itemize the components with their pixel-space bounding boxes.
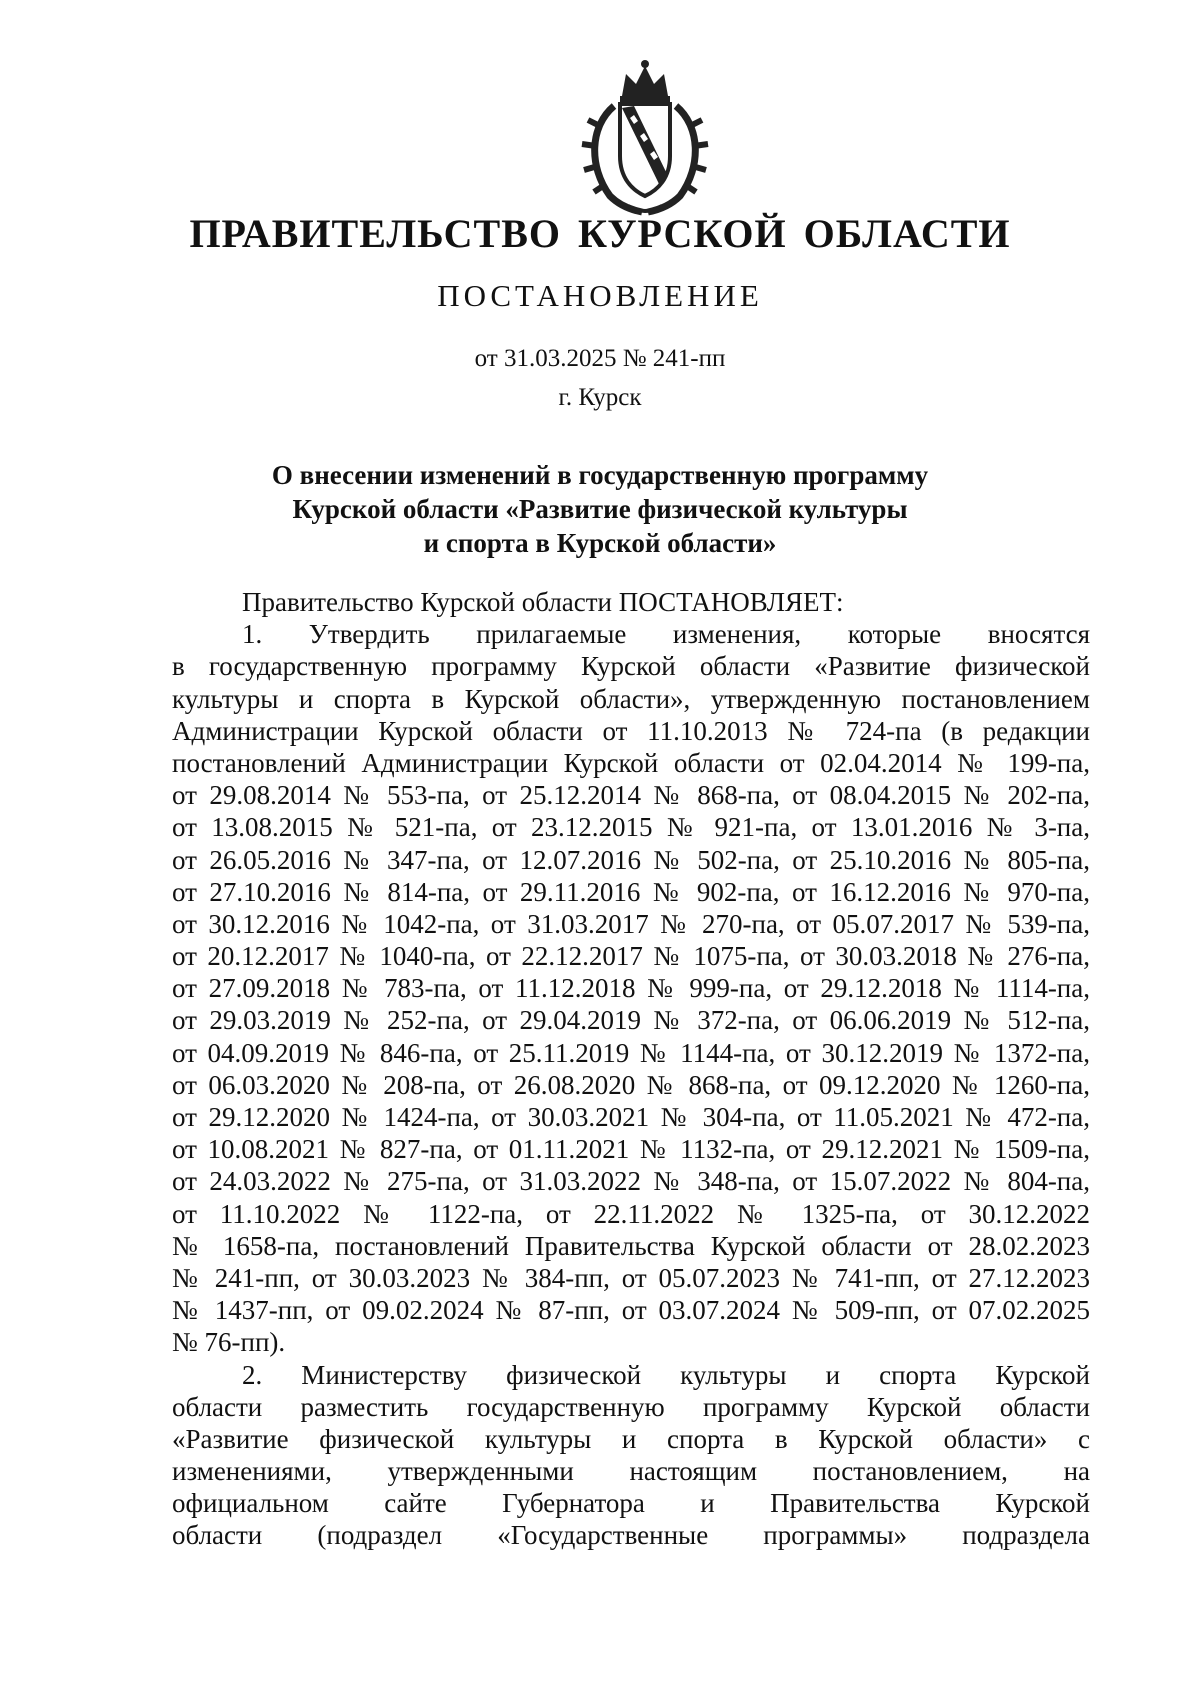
kursk-coat-of-arms-icon [570, 56, 720, 216]
body-line: в государственную программу Курской области «Развитие физической [172, 651, 1090, 682]
body-line: от 27.09.2018 № 783-па, от 11.12.2018 № 999-па, от 29.12.2018 № 1114-па, [172, 973, 1090, 1004]
body-line: от 24.03.2022 № 275-па, от 31.03.2022 № 348-па, от 15.07.2022 № 804-па, [172, 1166, 1090, 1197]
subject-line: Курской области «Развитие физической культуры [292, 494, 908, 524]
body-line: от 13.08.2015 № 521-па, от 23.12.2015 № 921-па, от 13.01.2016 № 3-па, [172, 812, 1090, 843]
body-line: постановлений Администрации Курской области от 02.04.2014 № 199-па, [172, 747, 1090, 778]
body-line: от 30.12.2016 № 1042-па, от 31.03.2017 № 270-па, от 05.07.2017 № 539-па, [172, 908, 1090, 939]
body-line: от 20.12.2017 № 1040-па, от 22.12.2017 № 1075-па, от 30.03.2018 № 276-па, [172, 941, 1090, 972]
body-line: № 241-пп, от 30.03.2023 № 384-пп, от 05.07.2023 № 741-пп, от 27.12.2023 [172, 1262, 1090, 1293]
document-type: ПОСТАНОВЛЕНИЕ [437, 278, 763, 313]
body-line: от 04.09.2019 № 846-па, от 25.11.2019 № 1144-па, от 30.12.2019 № 1372-па, [172, 1037, 1090, 1068]
body-line: № 1437-пп, от 09.02.2024 № 87-пп, от 03.07.2024 № 509-пп, от 07.02.2025 [172, 1295, 1090, 1326]
body-line: № 76-пп). [172, 1327, 286, 1358]
document-date-number: от 31.03.2025 № 241-пп [474, 345, 726, 372]
body-line: 1. Утвердить прилагаемые изменения, которые вносятся [242, 619, 1090, 650]
document-body [172, 586, 1090, 1552]
body-line: области разместить государственную программу Курской области [172, 1391, 1090, 1422]
body-line: изменениями, утвержденными настоящим постановлением, на [172, 1456, 1090, 1487]
subject-line: и спорта в Курской области» [423, 528, 777, 558]
body-line: от 29.03.2019 № 252-па, от 29.04.2019 № 372-па, от 06.06.2019 № 512-па, [172, 1005, 1090, 1036]
body-line: от 26.05.2016 № 347-па, от 12.07.2016 № 502-па, от 25.10.2016 № 805-па, [172, 844, 1090, 875]
body-line: от 27.10.2016 № 814-па, от 29.11.2016 № 902-па, от 16.12.2016 № 970-па, [172, 876, 1090, 907]
subject-line: О внесении изменений в государственную программу [271, 460, 929, 490]
body-line: от 29.12.2020 № 1424-па, от 30.03.2021 № 304-па, от 11.05.2021 № 472-па, [172, 1102, 1090, 1132]
body-line: культуры и спорта в Курской области», утвержденную постановлением [172, 683, 1090, 714]
body-line: от 06.03.2020 № 208-па, от 26.08.2020 № 868-па, от 09.12.2020 № 1260-па, [172, 1069, 1090, 1100]
body-line: от 10.08.2021 № 827-па, от 01.11.2021 № 1132-па, от 29.12.2021 № 1509-па, [172, 1134, 1090, 1165]
body-line: 2. Министерству физической культуры и спорта Курской [242, 1359, 1090, 1390]
body-line: от 11.10.2022 № 1122-па, от 22.11.2022 № 1325-па, от 30.12.2022 [172, 1198, 1090, 1229]
body-line: Администрации Курской области от 11.10.2013 № 724-па (в редакции [172, 715, 1090, 746]
document-subject [0, 458, 1200, 560]
document-city: г. Курск [558, 384, 642, 411]
body-line: «Развитие физической культуры и спорта в Курской области» с [172, 1423, 1090, 1454]
body-line: Правительство Курской области ПОСТАНОВЛЯЕТ: [242, 587, 844, 617]
body-line: от 29.08.2014 № 553-па, от 25.12.2014 № 868-па, от 08.04.2015 № 202-па, [172, 780, 1090, 811]
organization-title: ПРАВИТЕЛЬСТВО КУРСКОЙ ОБЛАСТИ [189, 211, 1011, 256]
body-line: области (подраздел «Государственные программы» подраздела [172, 1520, 1090, 1551]
body-line: № 1658-па, постановлений Правительства Курской области от 28.02.2023 [172, 1230, 1090, 1261]
body-line: официальном сайте Губернатора и Правительства Курской [172, 1488, 1090, 1519]
